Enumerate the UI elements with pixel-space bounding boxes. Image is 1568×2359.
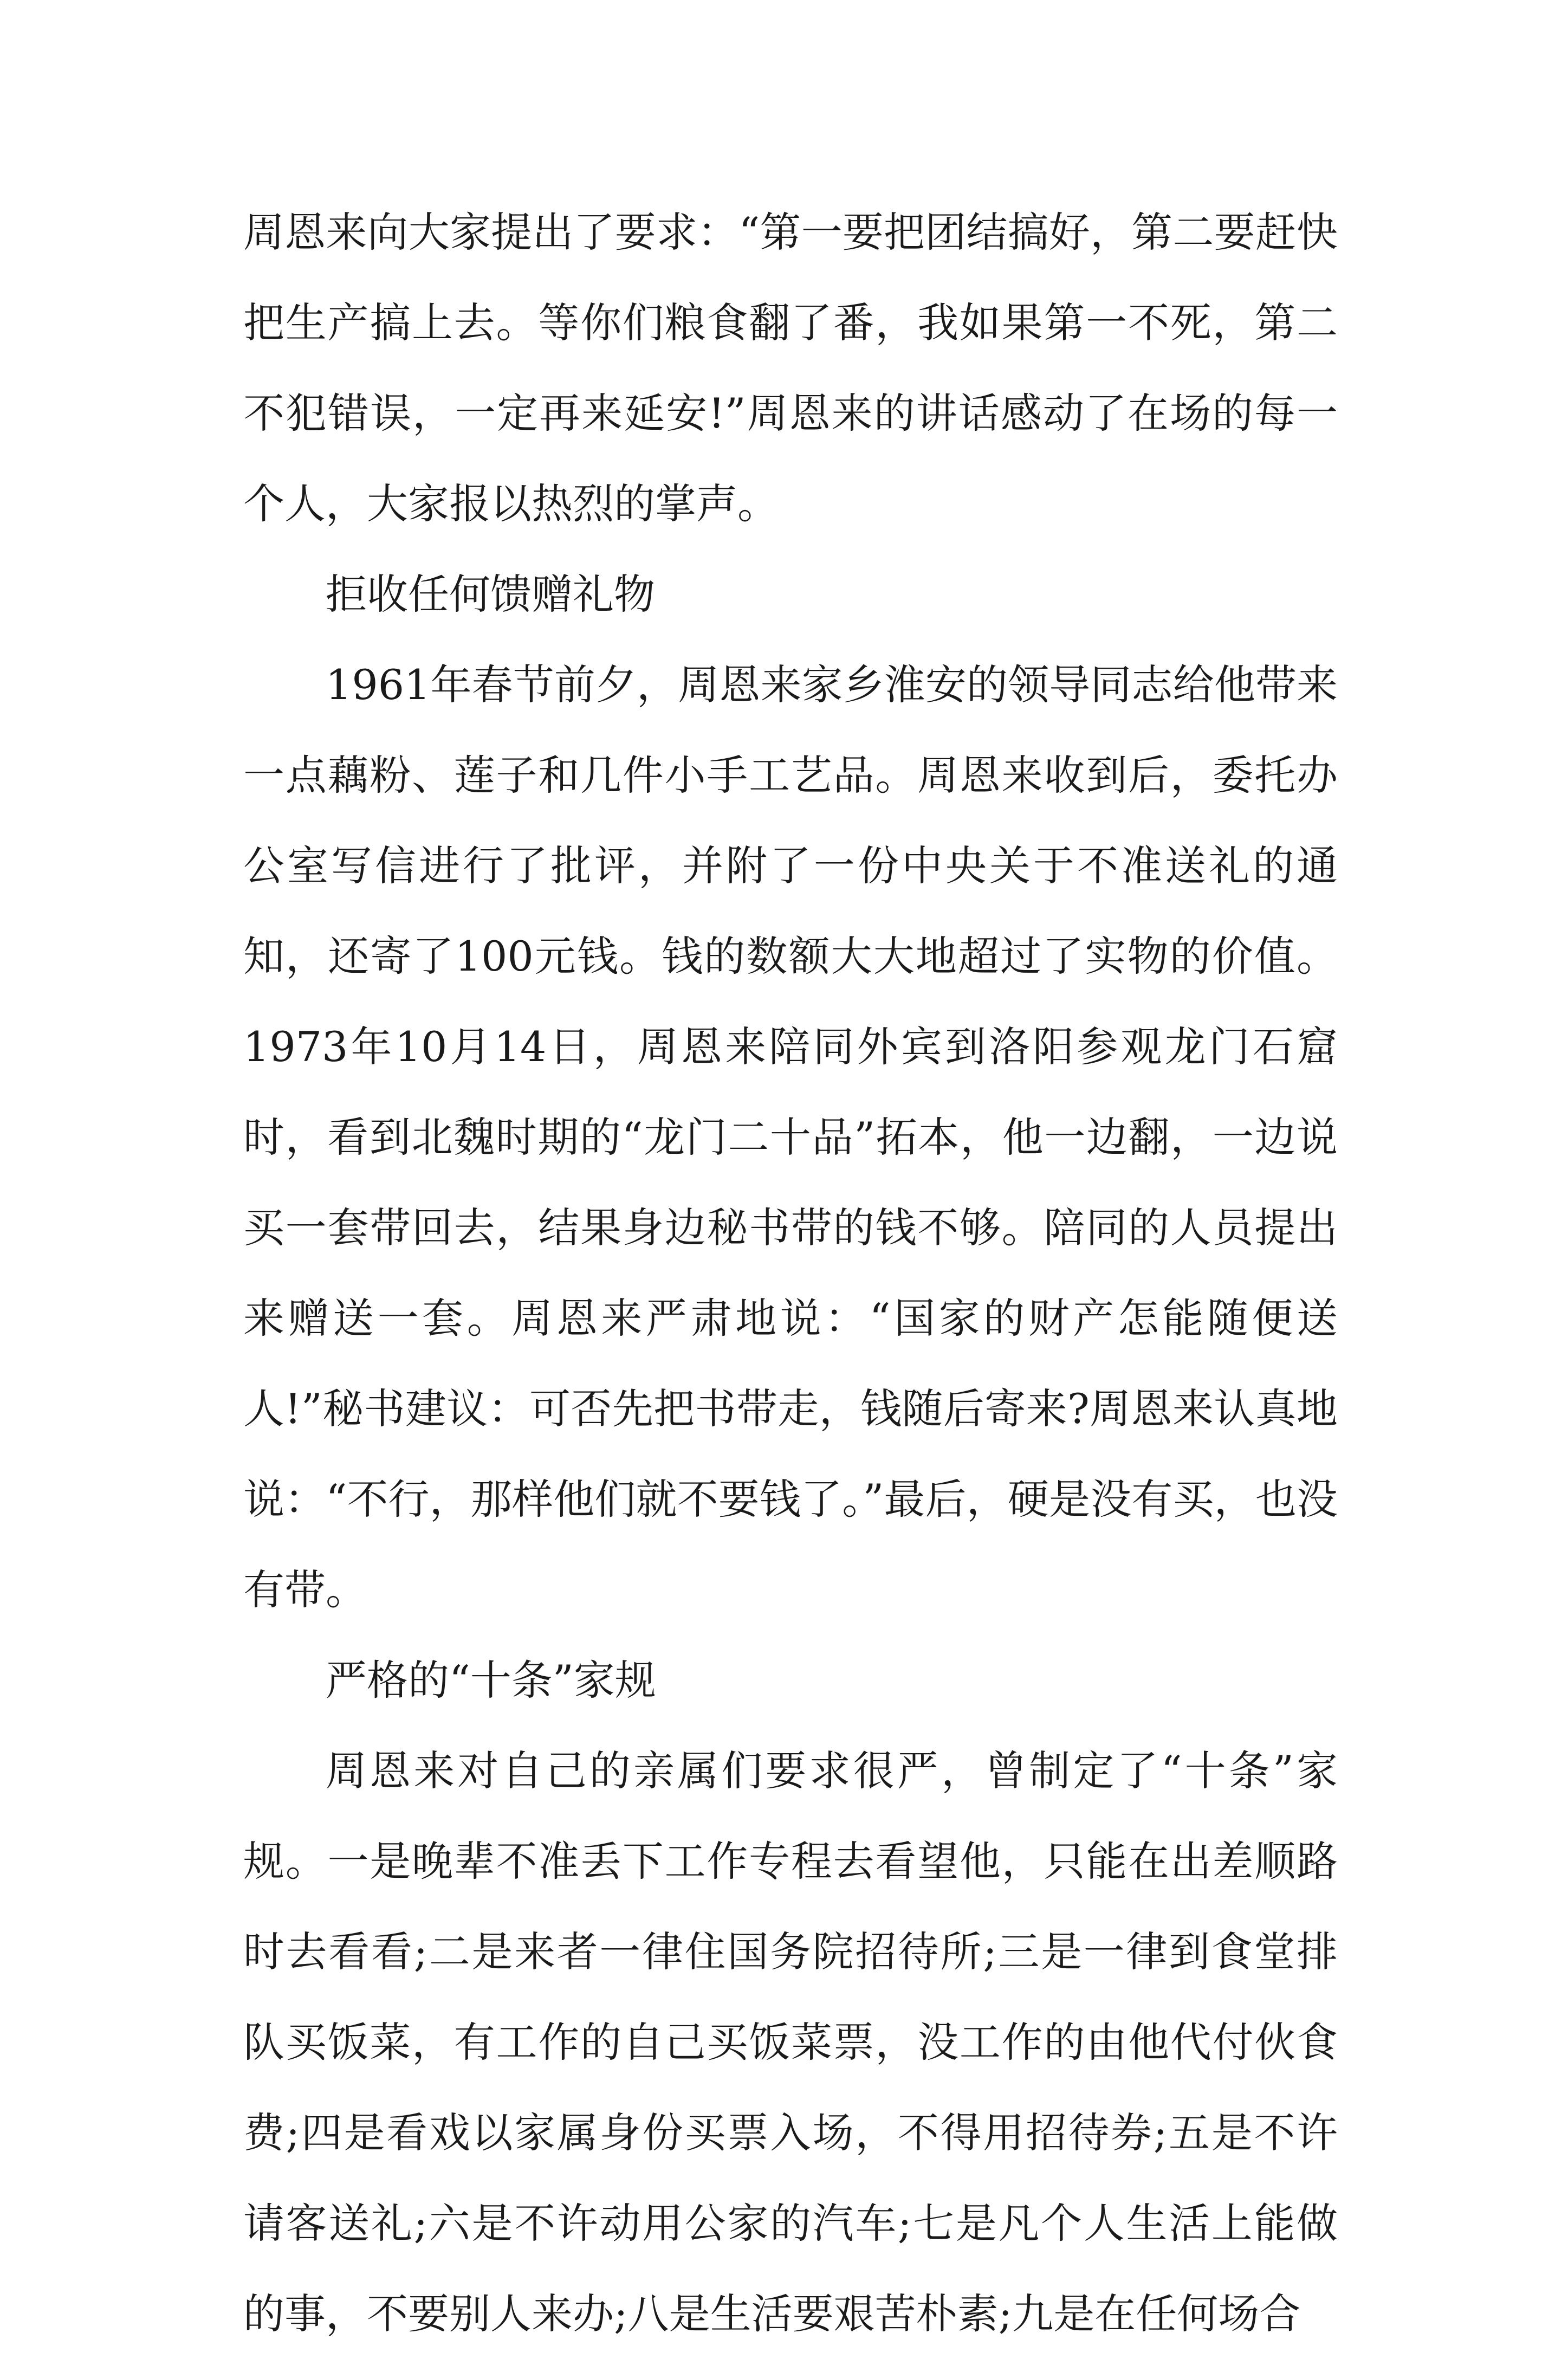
paragraph-family-rules: 周恩来对自己的亲属们要求很严，曾制定了“十条”家规。一是晚辈不准丢下工作专程去看望他，只能在出差顺路时去看看;二是来者一律住国务院招待所;三是一律到食堂排队买饭菜，有工作的自己买饭菜票，没工作的由他代付伙食费;四是看戏以家属身份买票入场，不得用招待券;五是不许请客送礼;六是不许动用公家的汽车;七是凡个人生活上能做的事，不要别人来办;八是生活要艰苦朴素;九是在任何场合 <box>243 1747 1338 2338</box>
section-heading-family-rules: 严格的“十条”家规 <box>326 1656 656 1704</box>
paragraph-speech: 周恩来向大家提出了要求：“第一要把团结搞好，第二要赶快把生产搞上去。等你们粮食翻了番，我如果第一不死，第二不犯错误，一定再来延安!”周恩来的讲话感动了在场的每一个人，大家报以热烈的掌声。 <box>243 208 1338 528</box>
section-heading-gifts: 拒收任何馈赠礼物 <box>326 570 655 618</box>
paragraph-gifts: 1961年春节前夕，周恩来家乡淮安的领导同志给他带来一点藕粉、莲子和几件小手工艺品。周恩来收到后，委托办公室写信进行了批评，并附了一份中央关于不准送礼的通知，还寄了100元钱。钱的数额大大地超过了实物的价值。1973年10月14日，周恩来陪同外宾到洛阳参观龙门石窟时，看到北魏时期的“龙门二十品”拓本，他一边翻，一边说买一套带回去，结果身边秘书带的钱不够。陪同的人员提出来赠送一套。周恩来严肃地说：“国家的财产怎能随便送人!”秘书建议：可否先把书带走，钱随后寄来?周恩来认真地说：“不行，那样他们就不要钱了。”最后，硬是没有买，也没有带。 <box>243 661 1338 1614</box>
document-body <box>243 187 1338 2359</box>
